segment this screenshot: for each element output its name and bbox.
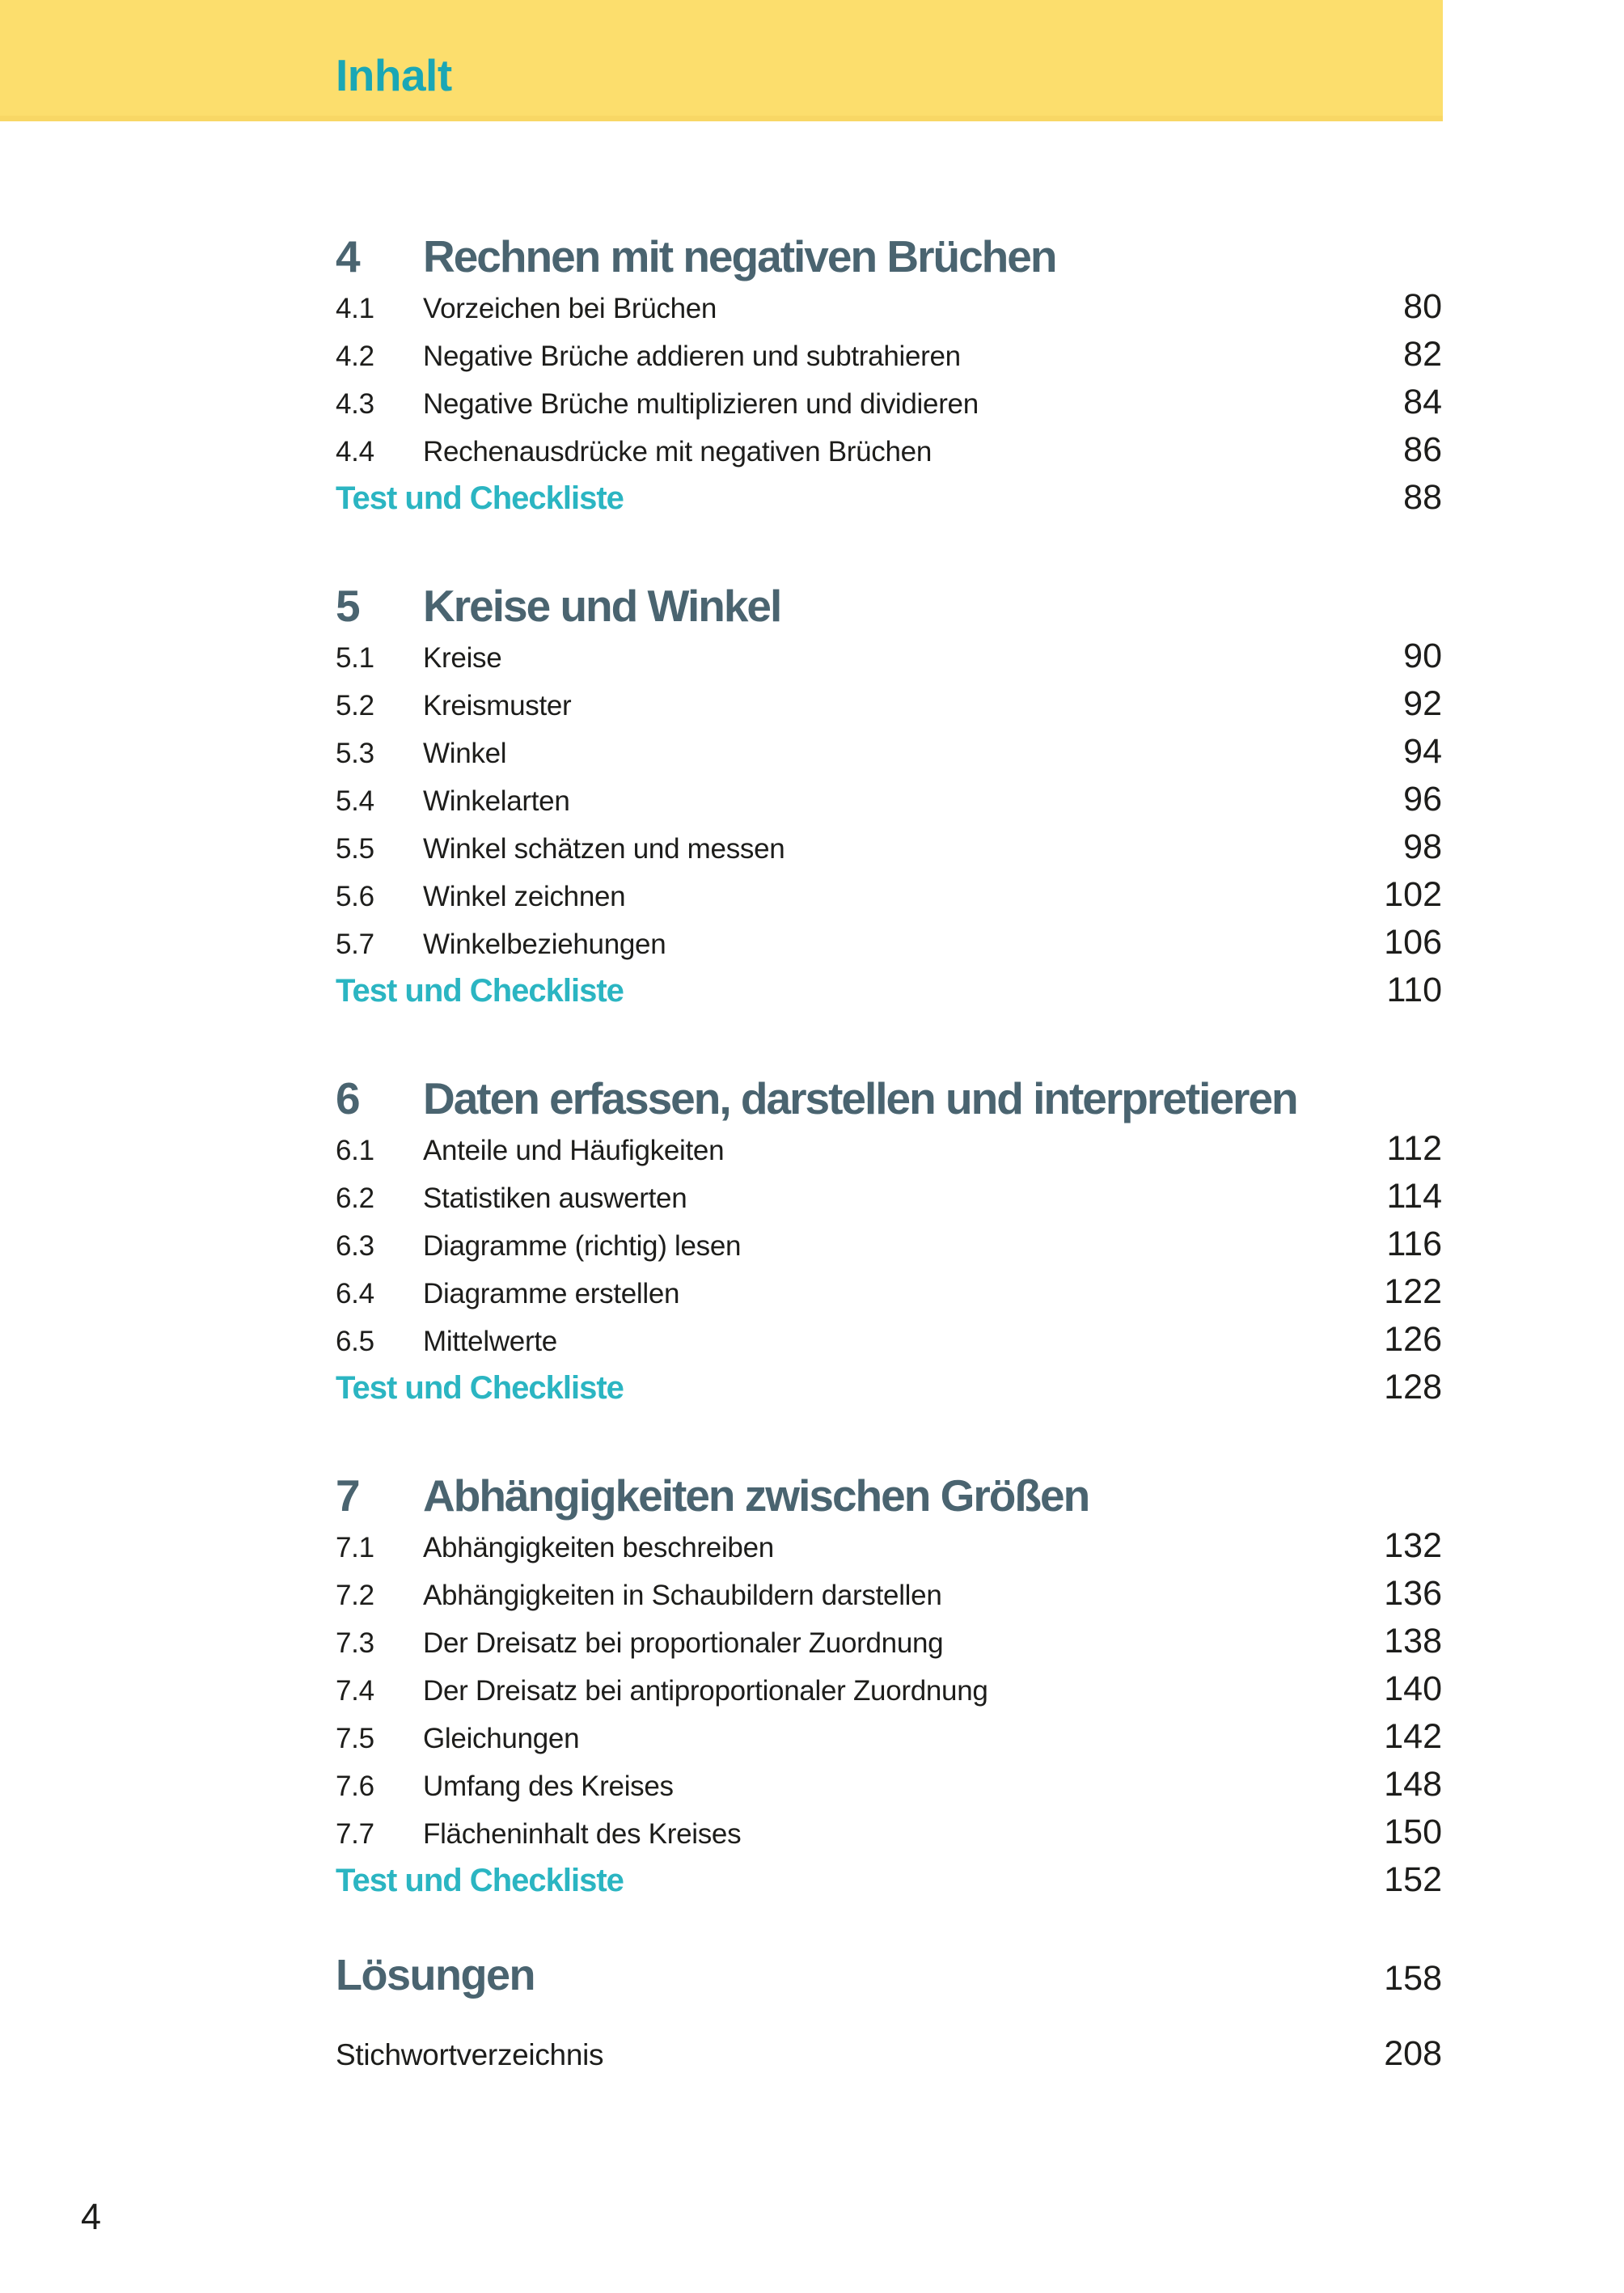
- item-page-number: 150: [1384, 1813, 1442, 1851]
- item-number: 5.6: [336, 881, 374, 912]
- toc-item-row: [336, 824, 1442, 872]
- item-page-number: 106: [1384, 923, 1442, 962]
- item-number: 7.4: [336, 1675, 374, 1707]
- test-checkliste-label: Test und Checkliste: [336, 1370, 624, 1406]
- item-label: Der Dreisatz bei antiproportionaler Zuordnung: [423, 1675, 988, 1707]
- item-label: Kreise: [423, 642, 502, 674]
- toc-item-row: [336, 1571, 1442, 1618]
- chapter-title: Kreise und Winkel: [423, 581, 781, 631]
- item-page-number: 148: [1384, 1765, 1442, 1804]
- item-number: 7.6: [336, 1771, 374, 1802]
- test-checkliste-row: [336, 475, 1442, 522]
- toc-item-row: [336, 1714, 1442, 1762]
- item-label: Mittelwerte: [423, 1326, 557, 1357]
- toc-item-row: [336, 379, 1442, 427]
- chapter-heading-row: [336, 575, 1442, 637]
- item-page-number: 90: [1403, 637, 1442, 675]
- toc-item-row: [336, 633, 1442, 681]
- item-page-number: 122: [1384, 1272, 1442, 1311]
- toc-item-row: [336, 1221, 1442, 1269]
- item-page-number: 132: [1384, 1526, 1442, 1565]
- item-label: Gleichungen: [423, 1723, 580, 1754]
- item-page-number: 96: [1403, 780, 1442, 819]
- toc-item-row: [336, 1666, 1442, 1714]
- toc-item-row: [336, 1523, 1442, 1571]
- item-page-number: 114: [1386, 1177, 1442, 1216]
- item-label: Umfang des Kreises: [423, 1771, 674, 1802]
- toc-extra-row: [336, 2031, 1442, 2078]
- chapter-number: 5: [336, 581, 359, 631]
- toc-chapter-section: [336, 1068, 1442, 1411]
- chapter-heading-row: [336, 1465, 1442, 1526]
- item-page-number: 82: [1403, 335, 1442, 374]
- item-number: 4.1: [336, 293, 374, 324]
- item-number: 6.1: [336, 1135, 374, 1166]
- item-number: 7.1: [336, 1532, 374, 1563]
- item-page-number: 136: [1384, 1574, 1442, 1613]
- item-label: Winkelarten: [423, 785, 570, 817]
- item-page-number: 138: [1384, 1622, 1442, 1661]
- item-page-number: 98: [1403, 827, 1442, 866]
- item-page-number: 142: [1384, 1717, 1442, 1756]
- item-number: 4.4: [336, 436, 374, 467]
- toc-chapter-section: [336, 226, 1442, 522]
- extra-label: Lösungen: [336, 1951, 535, 1999]
- toc-item-row: [336, 427, 1442, 475]
- item-number: 4.2: [336, 341, 374, 372]
- chapter-title: Rechnen mit negativen Brüchen: [423, 231, 1056, 281]
- folio-page-number: 4: [81, 2196, 102, 2237]
- item-number: 6.2: [336, 1182, 374, 1214]
- item-label: Winkel: [423, 738, 507, 769]
- item-page-number: 84: [1403, 383, 1442, 421]
- toc-item-row: [336, 1762, 1442, 1809]
- test-checkliste-row: [336, 1857, 1442, 1904]
- item-page-number: 86: [1403, 430, 1442, 469]
- item-label: Negative Brüche addieren und subtrahieren: [423, 341, 961, 372]
- item-page-number: 116: [1386, 1225, 1442, 1263]
- item-page-number: 140: [1384, 1669, 1442, 1708]
- toc-item-row: [336, 1618, 1442, 1666]
- chapter-number: 6: [336, 1073, 359, 1123]
- test-page-number: 128: [1384, 1368, 1442, 1407]
- test-checkliste-row: [336, 1364, 1442, 1411]
- item-label: Der Dreisatz bei proportionaler Zuordnung: [423, 1627, 944, 1659]
- test-checkliste-label: Test und Checkliste: [336, 973, 624, 1009]
- item-number: 7.3: [336, 1627, 374, 1659]
- toc-chapter-section: [336, 575, 1442, 1014]
- chapter-number: 4: [336, 231, 359, 281]
- test-checkliste-label: Test und Checkliste: [336, 1863, 624, 1898]
- toc-item-row: [336, 729, 1442, 776]
- item-label: Diagramme (richtig) lesen: [423, 1230, 742, 1262]
- item-label: Flächeninhalt des Kreises: [423, 1818, 742, 1850]
- item-number: 6.4: [336, 1278, 374, 1309]
- test-checkliste-row: [336, 967, 1442, 1014]
- table-of-contents: [336, 121, 1442, 2078]
- item-number: 5.7: [336, 929, 374, 960]
- chapter-title: Daten erfassen, darstellen und interpretieren: [423, 1073, 1297, 1123]
- test-checkliste-label: Test und Checkliste: [336, 480, 624, 516]
- toc-item-row: [336, 1126, 1442, 1174]
- item-page-number: 126: [1384, 1320, 1442, 1359]
- item-number: 5.5: [336, 833, 374, 865]
- item-label: Winkel schätzen und messen: [423, 833, 785, 865]
- test-page-number: 110: [1386, 971, 1442, 1009]
- test-page-number: 88: [1403, 478, 1442, 517]
- item-label: Diagramme erstellen: [423, 1278, 680, 1309]
- extra-page-number: 158: [1384, 1959, 1442, 1998]
- item-number: 7.2: [336, 1580, 374, 1611]
- item-page-number: 94: [1403, 732, 1442, 771]
- item-number: 7.7: [336, 1818, 374, 1850]
- item-label: Rechenausdrücke mit negativen Brüchen: [423, 436, 933, 467]
- item-page-number: 80: [1403, 287, 1442, 326]
- toc-extra-row: [336, 1944, 1442, 2009]
- item-label: Abhängigkeiten in Schaubildern darstellen: [423, 1580, 942, 1611]
- item-number: 6.5: [336, 1326, 374, 1357]
- item-label: Statistiken auswerten: [423, 1182, 687, 1214]
- toc-item-row: [336, 681, 1442, 729]
- chapter-heading-row: [336, 1068, 1442, 1129]
- item-label: Kreismuster: [423, 690, 572, 721]
- item-page-number: 92: [1403, 684, 1442, 723]
- item-number: 5.2: [336, 690, 374, 721]
- item-number: 4.3: [336, 388, 374, 420]
- toc-item-row: [336, 284, 1442, 332]
- chapter-number: 7: [336, 1470, 359, 1521]
- item-page-number: 102: [1384, 875, 1442, 914]
- extra-page-number: 208: [1384, 2034, 1442, 2073]
- chapter-title: Abhängigkeiten zwischen Größen: [423, 1470, 1089, 1521]
- toc-item-row: [336, 776, 1442, 824]
- page-title: Inhalt: [336, 50, 452, 100]
- toc-item-row: [336, 872, 1442, 920]
- item-label: Winkelbeziehungen: [423, 929, 666, 960]
- item-page-number: 112: [1386, 1129, 1442, 1168]
- toc-item-row: [336, 1809, 1442, 1857]
- chapter-heading-row: [336, 226, 1442, 287]
- item-number: 5.1: [336, 642, 374, 674]
- toc-item-row: [336, 332, 1442, 379]
- toc-item-row: [336, 920, 1442, 967]
- item-number: 5.4: [336, 785, 374, 817]
- toc-chapter-section: [336, 1465, 1442, 1904]
- item-number: 6.3: [336, 1230, 374, 1262]
- item-label: Winkel zeichnen: [423, 881, 626, 912]
- test-page-number: 152: [1384, 1860, 1442, 1899]
- item-label: Vorzeichen bei Brüchen: [423, 293, 717, 324]
- item-label: Abhängigkeiten beschreiben: [423, 1532, 774, 1563]
- extra-label: Stichwortverzeichnis: [336, 2038, 604, 2071]
- item-number: 7.5: [336, 1723, 374, 1754]
- toc-item-row: [336, 1174, 1442, 1221]
- item-number: 5.3: [336, 738, 374, 769]
- toc-item-row: [336, 1317, 1442, 1364]
- item-label: Anteile und Häufigkeiten: [423, 1135, 725, 1166]
- toc-item-row: [336, 1269, 1442, 1317]
- item-label: Negative Brüche multiplizieren und dividieren: [423, 388, 979, 420]
- header-band: [0, 0, 1443, 121]
